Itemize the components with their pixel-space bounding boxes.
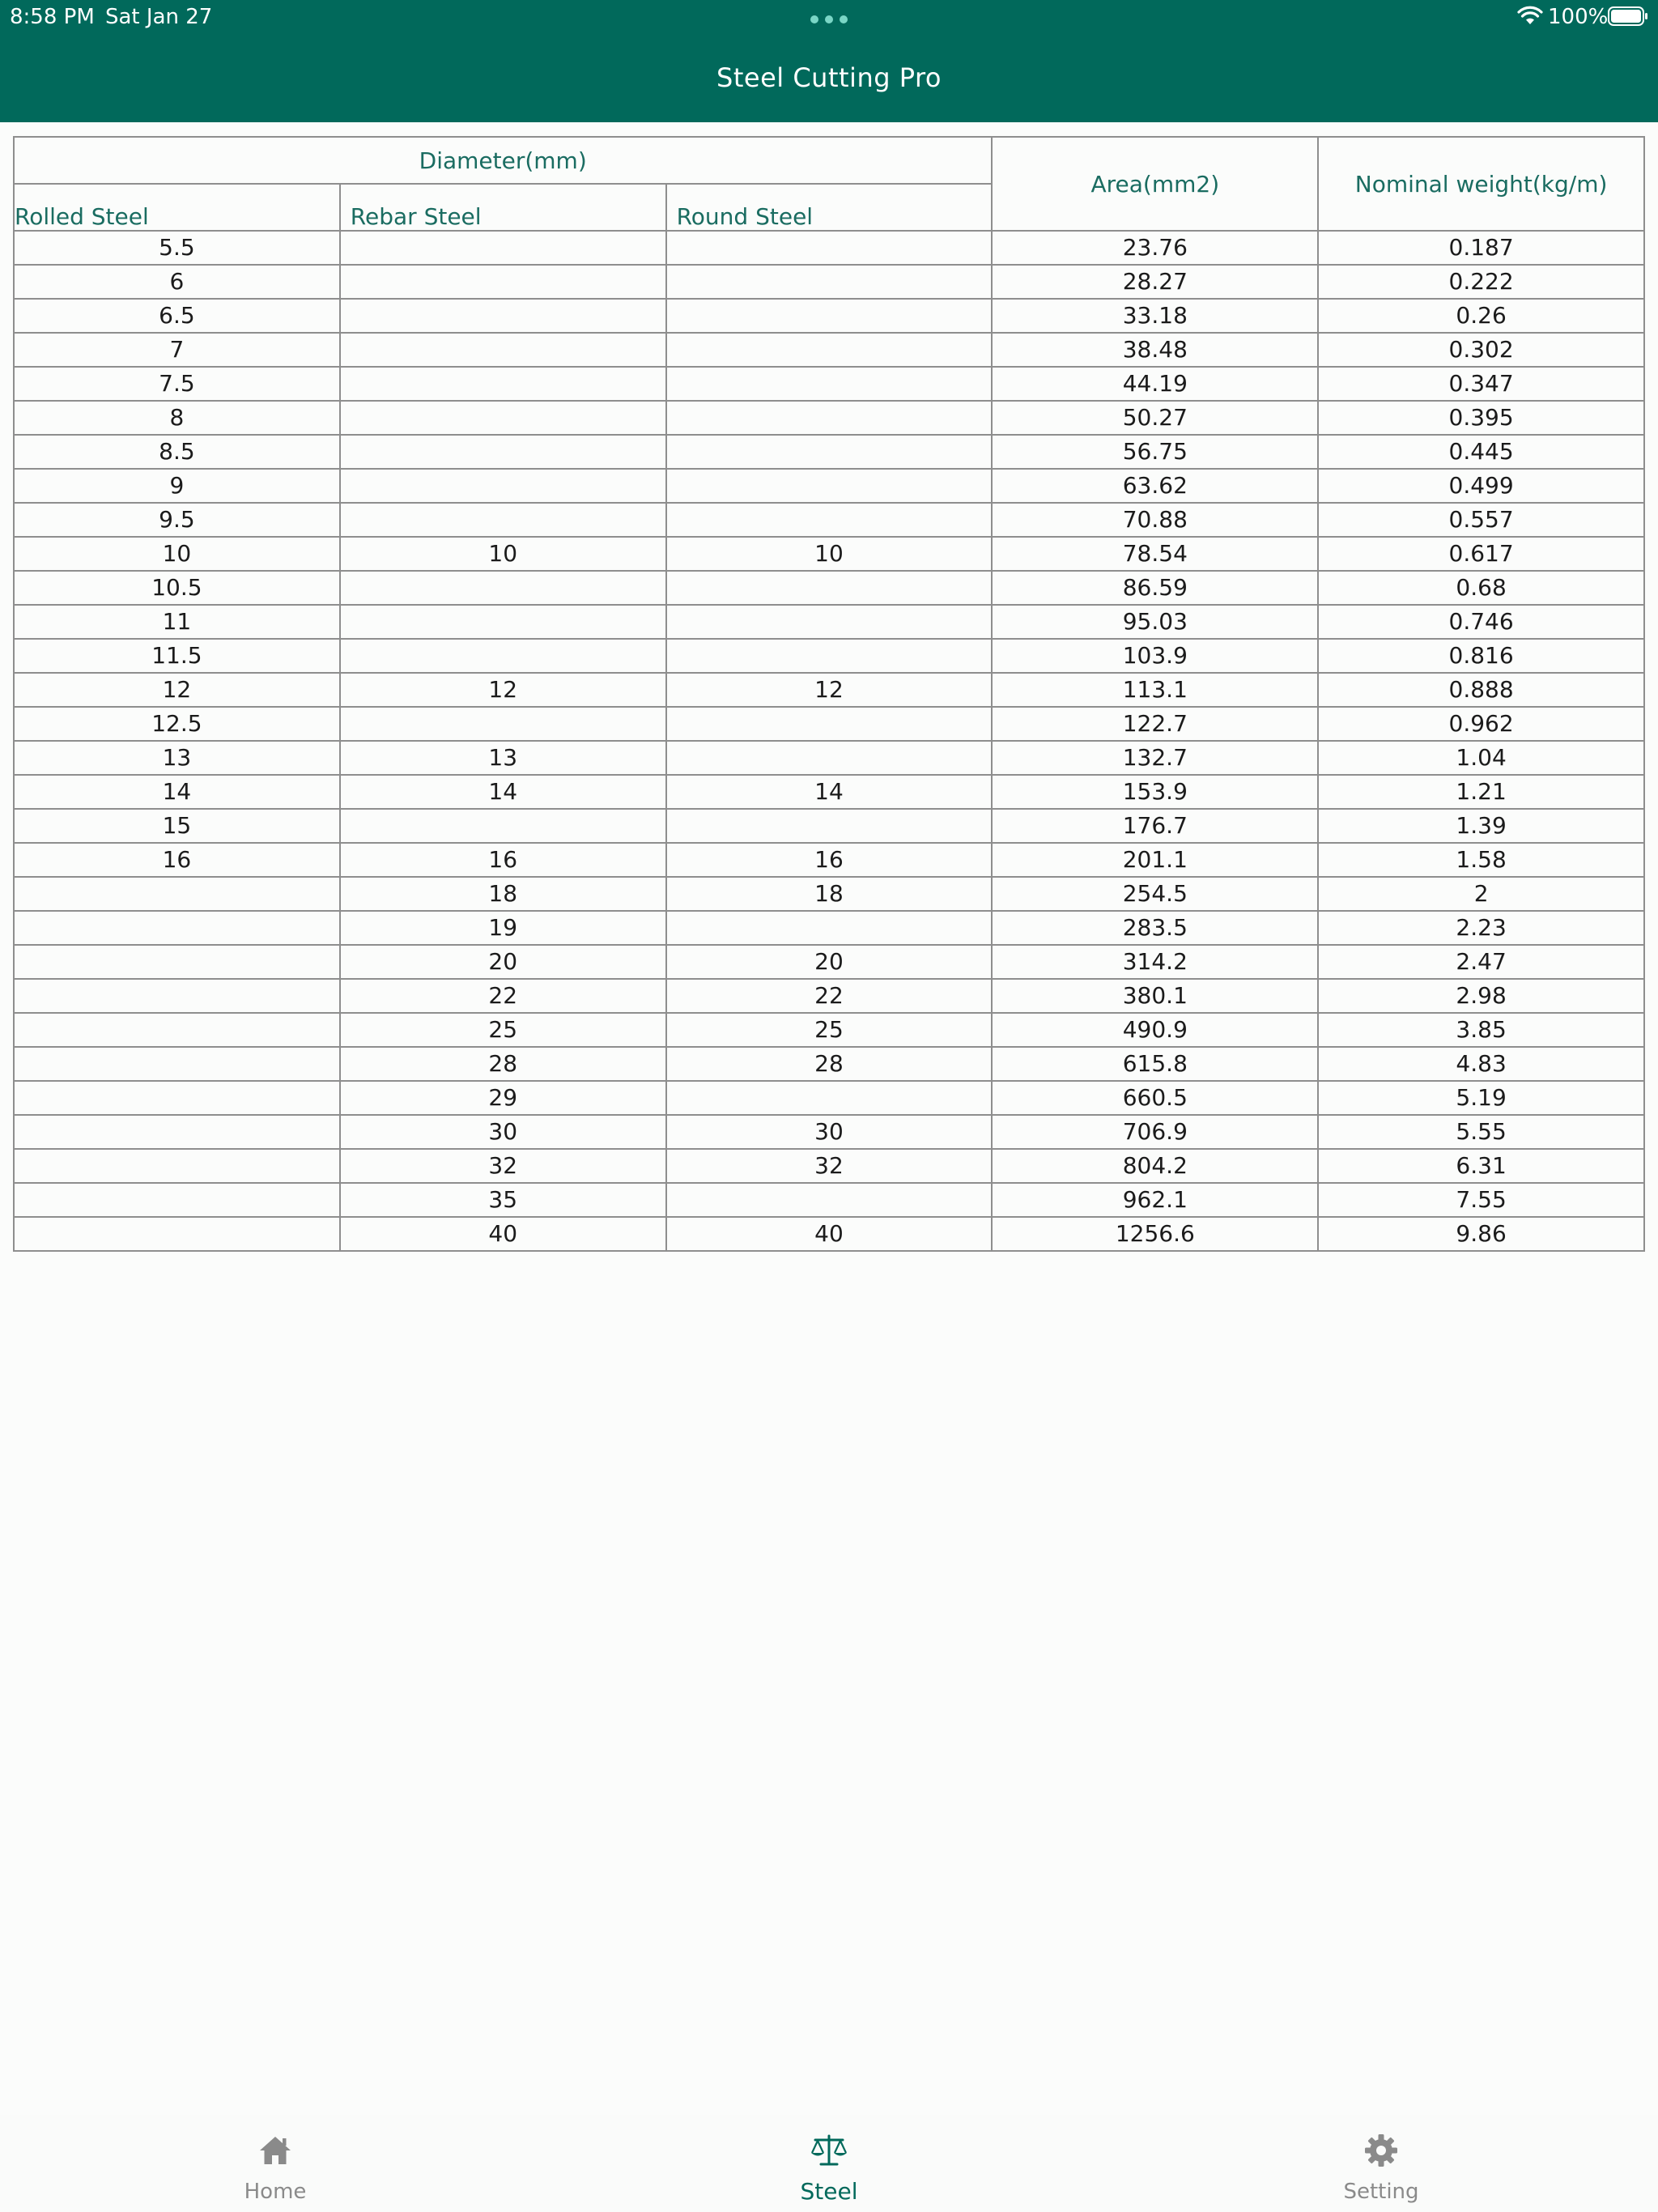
tab-home[interactable] xyxy=(154,2115,397,2212)
rolled-steel-cell xyxy=(14,1081,340,1115)
round-steel-cell: 22 xyxy=(666,979,993,1013)
area-cell: 254.5 xyxy=(992,877,1318,911)
gear-icon xyxy=(1362,2131,1401,2170)
weight-cell: 2 xyxy=(1318,877,1644,911)
area-cell: 50.27 xyxy=(992,401,1318,435)
rebar-steel-cell xyxy=(340,231,666,265)
rebar-steel-cell xyxy=(340,401,666,435)
round-steel-cell xyxy=(666,435,993,469)
round-steel-cell: 18 xyxy=(666,877,993,911)
table-row xyxy=(14,911,1644,945)
table-row xyxy=(14,401,1644,435)
rebar-steel-cell: 30 xyxy=(340,1115,666,1149)
round-steel-cell xyxy=(666,401,993,435)
round-steel-cell xyxy=(666,265,993,299)
weight-cell: 4.83 xyxy=(1318,1047,1644,1081)
status-time: 8:58 PM xyxy=(10,5,95,29)
weight-cell: 0.816 xyxy=(1318,639,1644,673)
weight-cell: 0.557 xyxy=(1318,503,1644,537)
area-cell: 380.1 xyxy=(992,979,1318,1013)
area-cell: 38.48 xyxy=(992,333,1318,367)
rolled-steel-cell: 7.5 xyxy=(14,367,340,401)
weight-cell: 1.04 xyxy=(1318,741,1644,775)
round-steel-cell xyxy=(666,741,993,775)
weight-cell: 5.55 xyxy=(1318,1115,1644,1149)
table-row xyxy=(14,265,1644,299)
round-steel-cell xyxy=(666,707,993,741)
area-cell: 103.9 xyxy=(992,639,1318,673)
rebar-steel-cell: 28 xyxy=(340,1047,666,1081)
rebar-steel-cell xyxy=(340,809,666,843)
rebar-steel-cell: 25 xyxy=(340,1013,666,1047)
table-row xyxy=(14,299,1644,333)
round-steel-cell: 10 xyxy=(666,537,993,571)
area-cell: 33.18 xyxy=(992,299,1318,333)
table-row xyxy=(14,741,1644,775)
table-row xyxy=(14,333,1644,367)
table-row xyxy=(14,1115,1644,1149)
round-steel-cell: 12 xyxy=(666,673,993,707)
rebar-steel-cell xyxy=(340,435,666,469)
rolled-steel-cell: 12 xyxy=(14,673,340,707)
table-row xyxy=(14,435,1644,469)
table-row xyxy=(14,1183,1644,1217)
rolled-steel-cell: 10 xyxy=(14,537,340,571)
round-steel-cell xyxy=(666,1183,993,1217)
steel-spec-table xyxy=(13,136,1645,1252)
tab-steel[interactable] xyxy=(708,2115,950,2212)
table-row xyxy=(14,775,1644,809)
rolled-steel-column-header: Rolled Steel xyxy=(14,184,340,231)
round-steel-cell: 16 xyxy=(666,843,993,877)
weight-cell: 2.98 xyxy=(1318,979,1644,1013)
table-row xyxy=(14,503,1644,537)
round-steel-cell: 14 xyxy=(666,775,993,809)
weight-cell: 1.58 xyxy=(1318,843,1644,877)
weight-cell: 0.445 xyxy=(1318,435,1644,469)
rolled-steel-cell: 11.5 xyxy=(14,639,340,673)
table-row xyxy=(14,843,1644,877)
round-steel-cell xyxy=(666,605,993,639)
rebar-steel-cell xyxy=(340,503,666,537)
round-steel-cell xyxy=(666,911,993,945)
weight-cell: 7.55 xyxy=(1318,1183,1644,1217)
rebar-steel-cell: 14 xyxy=(340,775,666,809)
weight-cell: 0.888 xyxy=(1318,673,1644,707)
rolled-steel-cell: 12.5 xyxy=(14,707,340,741)
table-row xyxy=(14,537,1644,571)
steel-spec-table-container xyxy=(13,136,1643,1252)
area-cell: 70.88 xyxy=(992,503,1318,537)
weight-cell: 0.222 xyxy=(1318,265,1644,299)
rebar-steel-cell: 22 xyxy=(340,979,666,1013)
rolled-steel-cell: 16 xyxy=(14,843,340,877)
balance-scale-icon xyxy=(810,2131,848,2170)
table-row xyxy=(14,1013,1644,1047)
rebar-steel-cell xyxy=(340,299,666,333)
table-body xyxy=(14,231,1644,1251)
table-row xyxy=(14,571,1644,605)
tab-setting-label: Setting xyxy=(1343,2180,1419,2204)
rebar-steel-cell: 35 xyxy=(340,1183,666,1217)
weight-column-header: Nominal weight(kg/m) xyxy=(1318,137,1644,231)
weight-cell: 0.395 xyxy=(1318,401,1644,435)
table-row xyxy=(14,945,1644,979)
round-steel-cell: 32 xyxy=(666,1149,993,1183)
round-steel-cell: 30 xyxy=(666,1115,993,1149)
battery-icon xyxy=(1608,6,1648,26)
weight-cell: 0.962 xyxy=(1318,707,1644,741)
weight-cell: 9.86 xyxy=(1318,1217,1644,1251)
round-steel-cell xyxy=(666,1081,993,1115)
area-cell: 23.76 xyxy=(992,231,1318,265)
rebar-steel-cell: 13 xyxy=(340,741,666,775)
weight-cell: 2.23 xyxy=(1318,911,1644,945)
app-header xyxy=(0,0,1658,122)
weight-cell: 0.187 xyxy=(1318,231,1644,265)
tab-setting[interactable] xyxy=(1260,2115,1503,2212)
weight-cell: 5.19 xyxy=(1318,1081,1644,1115)
rolled-steel-cell: 7 xyxy=(14,333,340,367)
area-cell: 962.1 xyxy=(992,1183,1318,1217)
round-steel-cell xyxy=(666,367,993,401)
rolled-steel-cell: 6 xyxy=(14,265,340,299)
rebar-steel-cell xyxy=(340,639,666,673)
rebar-steel-column-header: Rebar Steel xyxy=(340,184,666,231)
table-row xyxy=(14,673,1644,707)
rolled-steel-cell xyxy=(14,1183,340,1217)
rolled-steel-cell xyxy=(14,945,340,979)
weight-cell: 6.31 xyxy=(1318,1149,1644,1183)
rebar-steel-cell: 12 xyxy=(340,673,666,707)
area-cell: 153.9 xyxy=(992,775,1318,809)
house-icon xyxy=(256,2131,295,2170)
rebar-steel-cell: 18 xyxy=(340,877,666,911)
rebar-steel-cell: 32 xyxy=(340,1149,666,1183)
area-cell: 122.7 xyxy=(992,707,1318,741)
rolled-steel-cell: 8.5 xyxy=(14,435,340,469)
area-cell: 490.9 xyxy=(992,1013,1318,1047)
tab-home-label: Home xyxy=(244,2180,307,2204)
page-title: Steel Cutting Pro xyxy=(716,62,942,93)
area-cell: 804.2 xyxy=(992,1149,1318,1183)
table-row xyxy=(14,469,1644,503)
round-steel-cell: 40 xyxy=(666,1217,993,1251)
rebar-steel-cell: 40 xyxy=(340,1217,666,1251)
rolled-steel-cell: 13 xyxy=(14,741,340,775)
rolled-steel-cell xyxy=(14,877,340,911)
rebar-steel-cell: 16 xyxy=(340,843,666,877)
rebar-steel-cell xyxy=(340,571,666,605)
weight-cell: 0.26 xyxy=(1318,299,1644,333)
area-cell: 95.03 xyxy=(992,605,1318,639)
rolled-steel-cell: 9.5 xyxy=(14,503,340,537)
area-cell: 706.9 xyxy=(992,1115,1318,1149)
rebar-steel-cell: 20 xyxy=(340,945,666,979)
battery-percentage: 100% xyxy=(1548,5,1609,29)
diameter-group-header: Diameter(mm) xyxy=(14,137,992,184)
weight-cell: 0.746 xyxy=(1318,605,1644,639)
area-cell: 176.7 xyxy=(992,809,1318,843)
status-date: Sat Jan 27 xyxy=(105,5,213,29)
rolled-steel-cell: 6.5 xyxy=(14,299,340,333)
tab-steel-label: Steel xyxy=(800,2178,858,2205)
rolled-steel-cell: 5.5 xyxy=(14,231,340,265)
weight-cell: 0.617 xyxy=(1318,537,1644,571)
rolled-steel-cell xyxy=(14,1115,340,1149)
weight-cell: 2.47 xyxy=(1318,945,1644,979)
rolled-steel-cell: 11 xyxy=(14,605,340,639)
round-steel-cell xyxy=(666,231,993,265)
rolled-steel-cell xyxy=(14,1149,340,1183)
rebar-steel-cell xyxy=(340,469,666,503)
area-cell: 56.75 xyxy=(992,435,1318,469)
round-steel-cell xyxy=(666,333,993,367)
table-row xyxy=(14,1149,1644,1183)
table-row xyxy=(14,605,1644,639)
weight-cell: 0.499 xyxy=(1318,469,1644,503)
area-column-header: Area(mm2) xyxy=(992,137,1318,231)
round-steel-cell xyxy=(666,571,993,605)
area-cell: 132.7 xyxy=(992,741,1318,775)
area-cell: 615.8 xyxy=(992,1047,1318,1081)
table-row xyxy=(14,367,1644,401)
area-cell: 86.59 xyxy=(992,571,1318,605)
rebar-steel-cell: 19 xyxy=(340,911,666,945)
round-steel-cell xyxy=(666,503,993,537)
area-cell: 314.2 xyxy=(992,945,1318,979)
table-row xyxy=(14,1047,1644,1081)
rolled-steel-cell xyxy=(14,911,340,945)
rolled-steel-cell xyxy=(14,979,340,1013)
rebar-steel-cell xyxy=(340,333,666,367)
table-row xyxy=(14,877,1644,911)
rebar-steel-cell: 10 xyxy=(340,537,666,571)
table-row xyxy=(14,979,1644,1013)
table-row xyxy=(14,1081,1644,1115)
rolled-steel-cell xyxy=(14,1013,340,1047)
rebar-steel-cell: 29 xyxy=(340,1081,666,1115)
round-steel-cell: 20 xyxy=(666,945,993,979)
rebar-steel-cell xyxy=(340,707,666,741)
area-cell: 28.27 xyxy=(992,265,1318,299)
weight-cell: 0.347 xyxy=(1318,367,1644,401)
multitasking-dots-icon[interactable] xyxy=(810,15,848,23)
rolled-steel-cell: 10.5 xyxy=(14,571,340,605)
wifi-icon xyxy=(1517,5,1543,26)
area-cell: 660.5 xyxy=(992,1081,1318,1115)
rolled-steel-cell: 15 xyxy=(14,809,340,843)
table-row xyxy=(14,707,1644,741)
table-row xyxy=(14,1217,1644,1251)
table-row xyxy=(14,639,1644,673)
area-cell: 113.1 xyxy=(992,673,1318,707)
weight-cell: 0.68 xyxy=(1318,571,1644,605)
rolled-steel-cell: 8 xyxy=(14,401,340,435)
round-steel-cell xyxy=(666,469,993,503)
weight-cell: 3.85 xyxy=(1318,1013,1644,1047)
table-row xyxy=(14,231,1644,265)
area-cell: 1256.6 xyxy=(992,1217,1318,1251)
area-cell: 283.5 xyxy=(992,911,1318,945)
round-steel-cell xyxy=(666,299,993,333)
tab-bar xyxy=(0,2115,1658,2212)
weight-cell: 1.21 xyxy=(1318,775,1644,809)
weight-cell: 0.302 xyxy=(1318,333,1644,367)
round-steel-cell: 28 xyxy=(666,1047,993,1081)
rebar-steel-cell xyxy=(340,605,666,639)
round-steel-cell xyxy=(666,639,993,673)
area-cell: 78.54 xyxy=(992,537,1318,571)
area-cell: 63.62 xyxy=(992,469,1318,503)
round-steel-column-header: Round Steel xyxy=(666,184,993,231)
table-row xyxy=(14,809,1644,843)
weight-cell: 1.39 xyxy=(1318,809,1644,843)
area-cell: 44.19 xyxy=(992,367,1318,401)
round-steel-cell xyxy=(666,809,993,843)
rebar-steel-cell xyxy=(340,367,666,401)
rolled-steel-cell xyxy=(14,1217,340,1251)
rebar-steel-cell xyxy=(340,265,666,299)
rolled-steel-cell xyxy=(14,1047,340,1081)
rolled-steel-cell: 14 xyxy=(14,775,340,809)
rolled-steel-cell: 9 xyxy=(14,469,340,503)
round-steel-cell: 25 xyxy=(666,1013,993,1047)
area-cell: 201.1 xyxy=(992,843,1318,877)
